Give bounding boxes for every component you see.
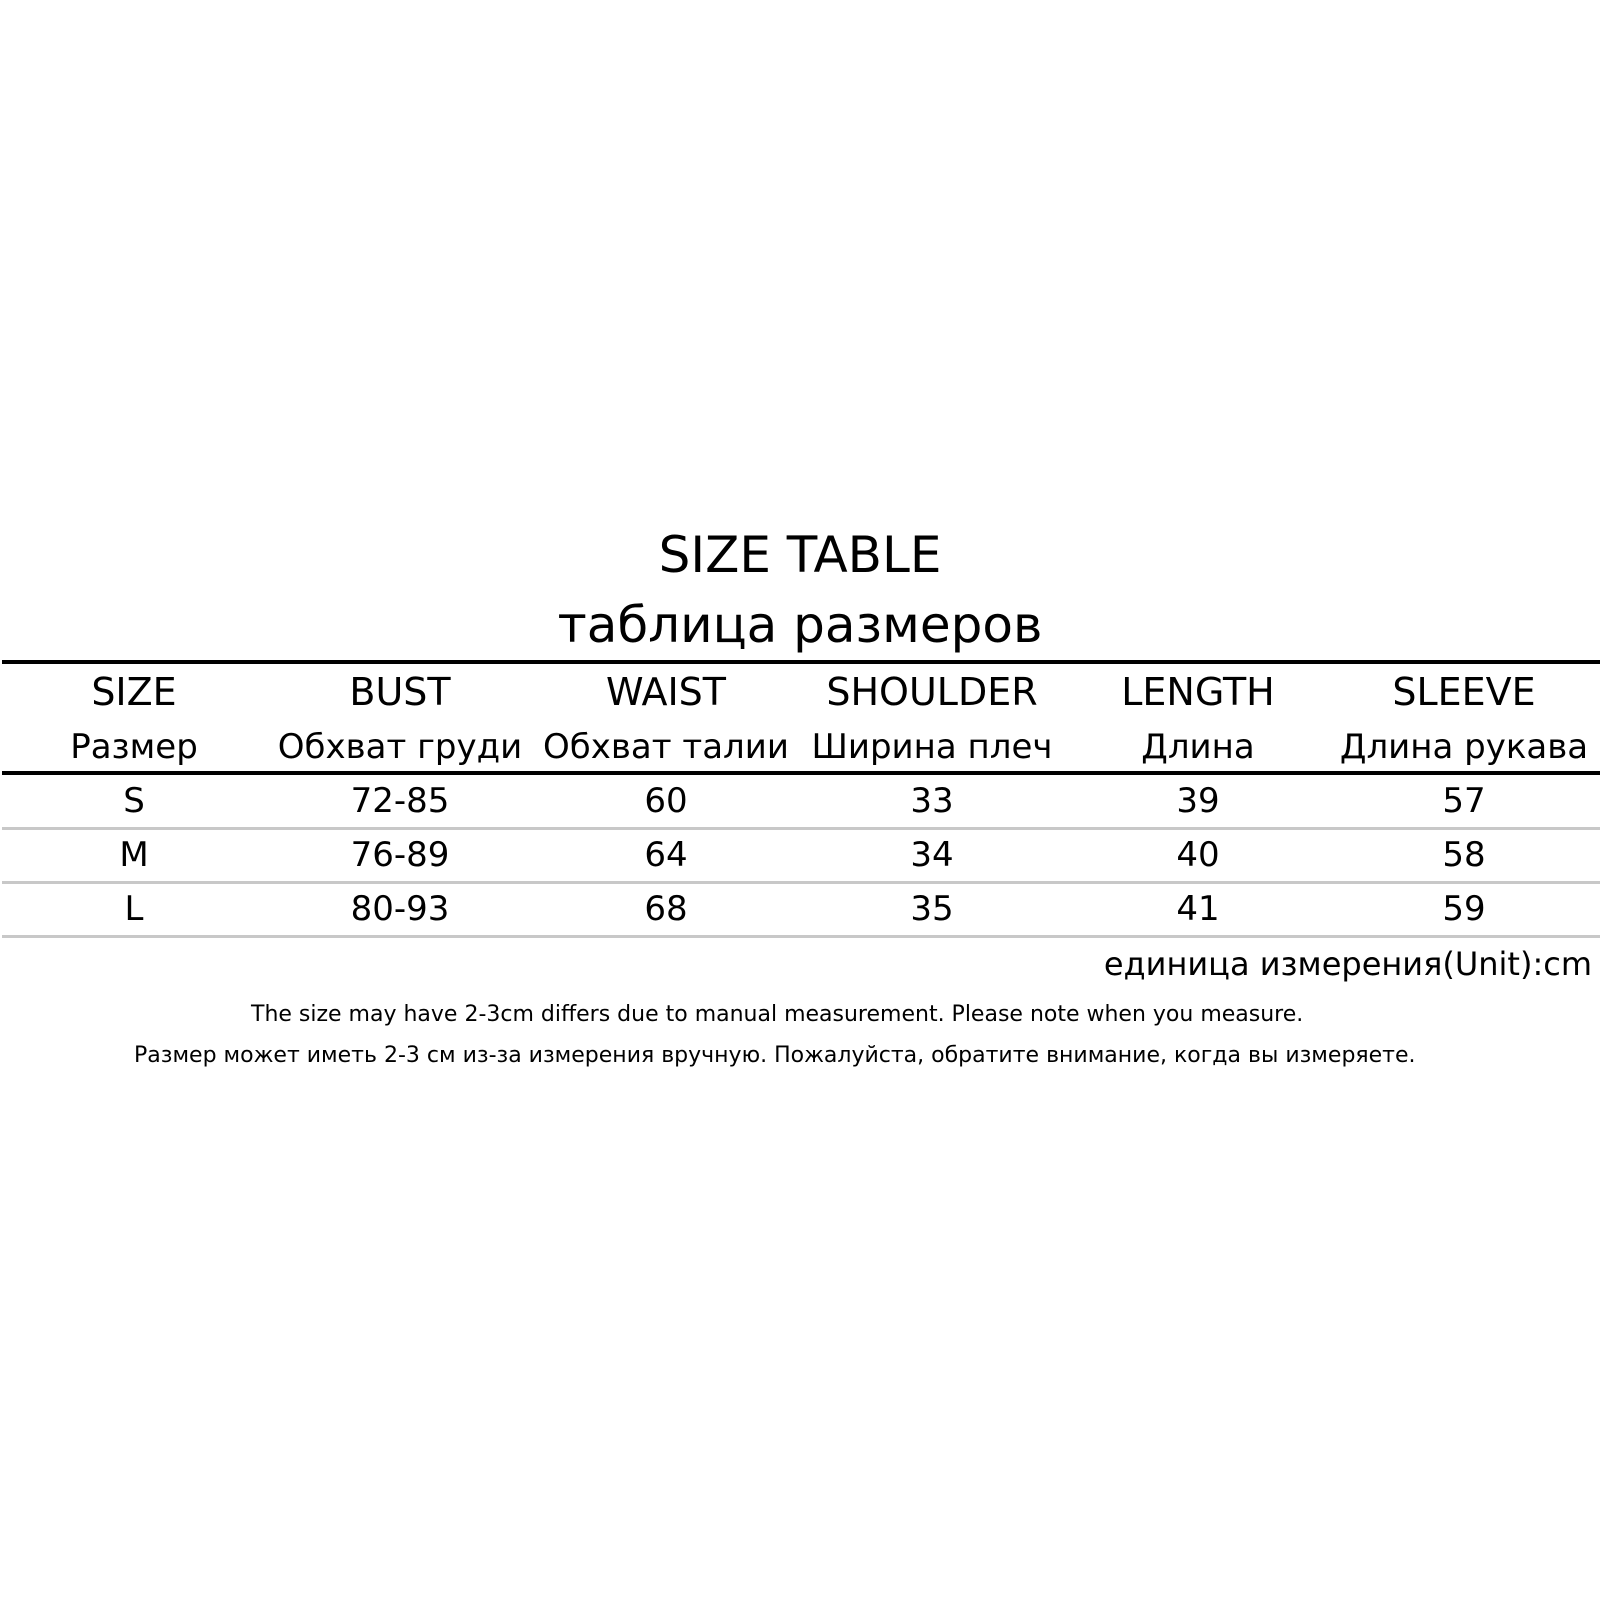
table-cell-size: M	[119, 835, 149, 875]
header-length: LENGTH	[1121, 670, 1275, 714]
header-bottom-rule	[2, 771, 1600, 775]
unit-note: единица измерения(Unit):cm	[1103, 945, 1592, 983]
table-cell-size: L	[124, 889, 144, 929]
header-bust-ru: Обхват груди	[277, 727, 523, 767]
table-cell-bust: 72-85	[350, 781, 450, 821]
size-table-title-ru: таблица размеров	[557, 596, 1043, 654]
table-cell-size: S	[123, 781, 145, 821]
header-size: SIZE	[91, 670, 177, 714]
row-divider	[2, 881, 1600, 884]
header-sleeve: SLEEVE	[1392, 670, 1536, 714]
size-table-title: SIZE TABLE	[658, 526, 942, 584]
header-length-ru: Длина	[1141, 727, 1255, 767]
table-cell-shoulder: 35	[910, 889, 954, 929]
table-cell-bust: 80-93	[350, 889, 450, 929]
table-cell-waist: 64	[644, 835, 688, 875]
measurement-note-ru: Размер может иметь 2-3 см из-за измерения вручную. Пожалуйста, обратите внимание, когда вы измеряете.	[134, 1043, 1416, 1068]
table-cell-sleeve: 58	[1442, 835, 1486, 875]
header-sleeve-ru: Длина рукава	[1339, 727, 1589, 767]
table-cell-shoulder: 34	[910, 835, 954, 875]
header-shoulder-ru: Ширина плеч	[811, 727, 1053, 767]
measurement-note: The size may have 2-3cm differs due to manual measurement. Please note when you measure.	[251, 1002, 1304, 1027]
table-cell-length: 41	[1176, 889, 1220, 929]
table-cell-bust: 76-89	[350, 835, 450, 875]
header-waist-ru: Обхват талии	[543, 727, 789, 767]
header-shoulder: SHOULDER	[826, 670, 1038, 714]
table-cell-sleeve: 59	[1442, 889, 1486, 929]
table-cell-waist: 68	[644, 889, 688, 929]
header-bust: BUST	[349, 670, 451, 714]
table-bottom-rule	[2, 935, 1600, 938]
table-top-rule	[2, 660, 1600, 664]
table-cell-sleeve: 57	[1442, 781, 1486, 821]
table-cell-waist: 60	[644, 781, 688, 821]
header-waist: WAIST	[605, 670, 727, 714]
row-divider	[2, 827, 1600, 830]
table-cell-length: 39	[1176, 781, 1220, 821]
table-cell-length: 40	[1176, 835, 1220, 875]
table-cell-shoulder: 33	[910, 781, 954, 821]
header-size-ru: Размер	[70, 727, 198, 767]
